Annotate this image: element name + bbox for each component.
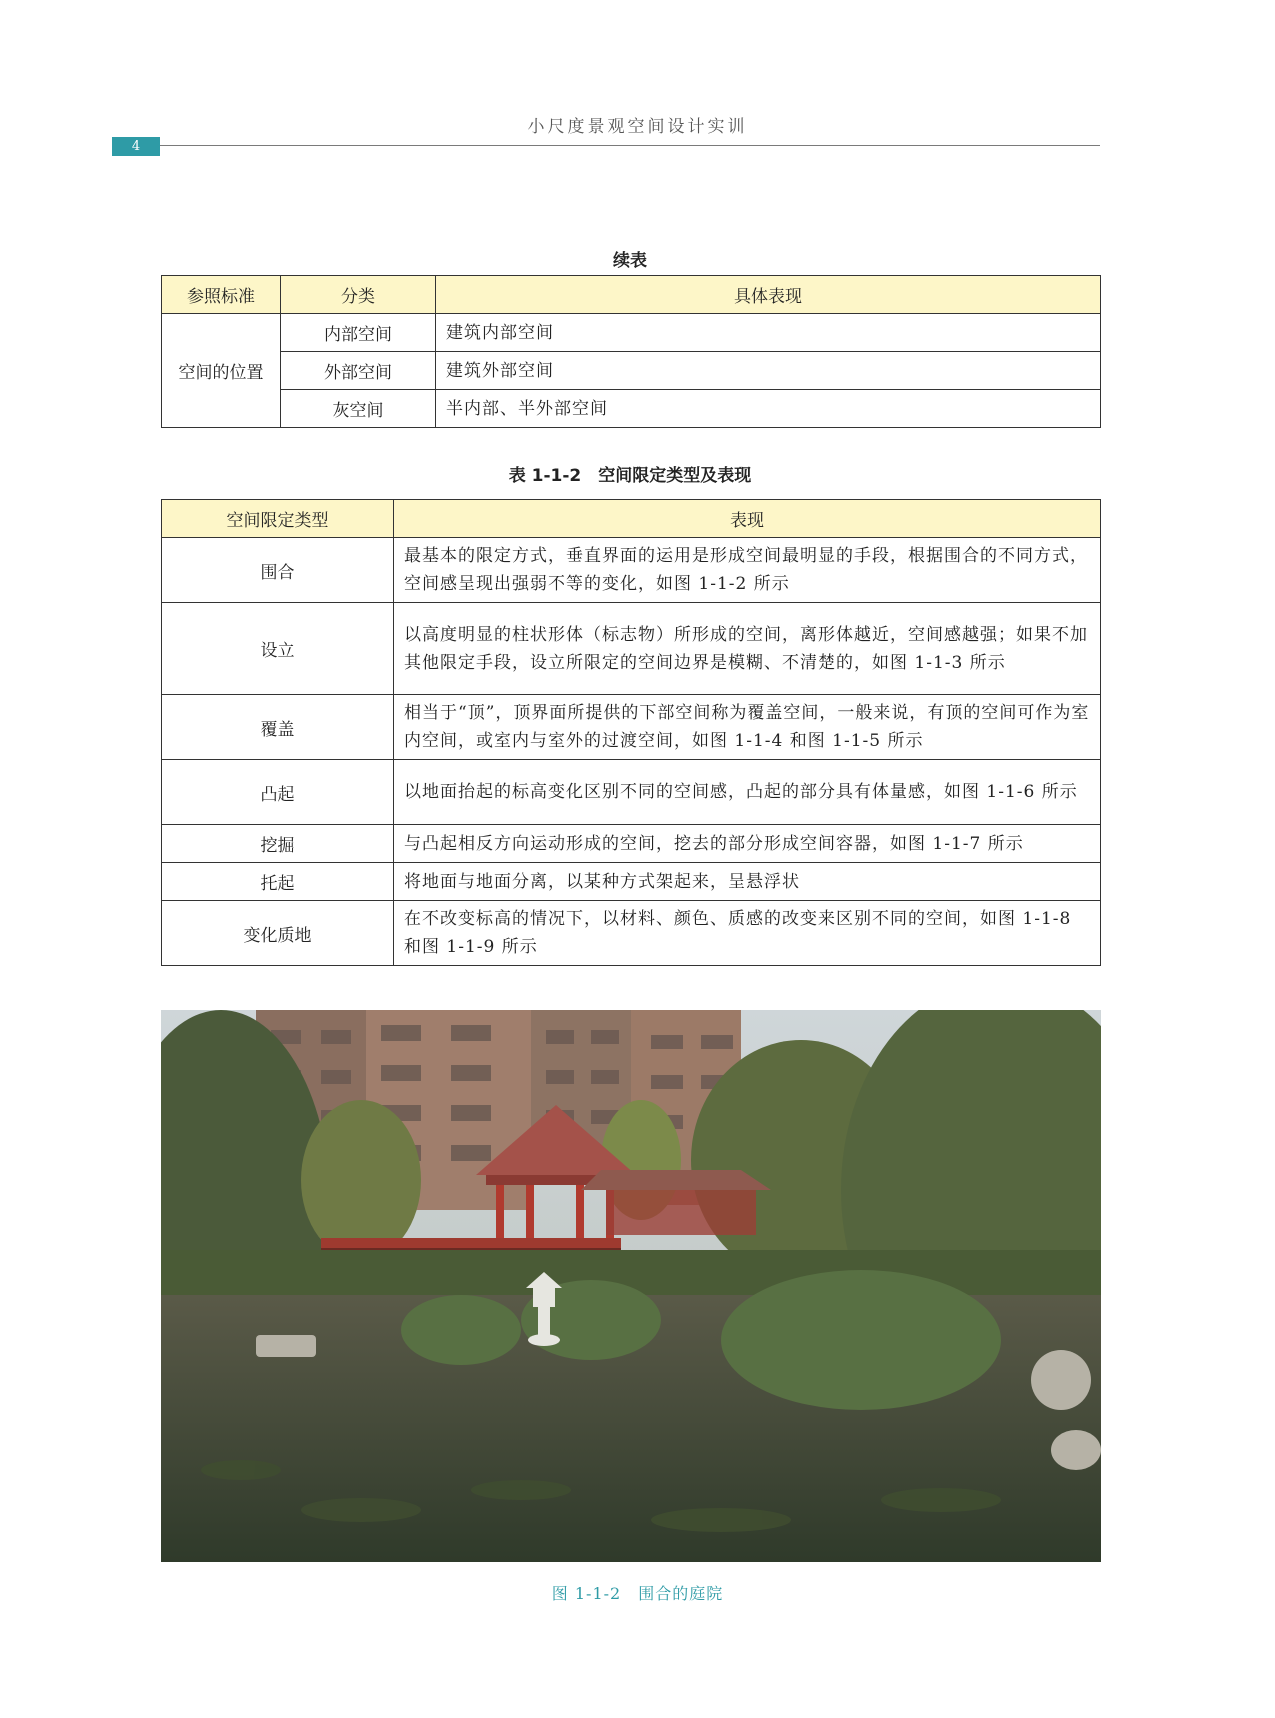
type-cell: 变化质地 — [162, 901, 394, 966]
detail-cell: 建筑内部空间 — [436, 314, 1101, 352]
table-space-position — [161, 275, 1101, 428]
type-cell: 凸起 — [162, 760, 394, 825]
desc-cell: 相当于“顶”，顶界面所提供的下部空间称为覆盖空间，一般来说，有顶的空间可作为室内空间，或室内与室外的过渡空间，如图 1-1-4 和图 1-1-5 所示 — [394, 695, 1101, 760]
type-cell: 围合 — [162, 538, 394, 603]
table-2-caption: 表 1-1-2 空间限定类型及表现 — [508, 466, 752, 486]
table-space-limitation — [161, 499, 1101, 966]
table-header-cell: 空间限定类型 — [162, 500, 394, 538]
table-header-cell: 分类 — [281, 276, 436, 314]
page-number: 4 — [112, 137, 160, 156]
type-cell: 覆盖 — [162, 695, 394, 760]
detail-cell: 建筑外部空间 — [436, 352, 1101, 390]
category-cell: 外部空间 — [281, 352, 436, 390]
table-row — [162, 603, 1101, 695]
table-row — [162, 352, 1101, 390]
table-header-row — [162, 500, 1101, 538]
group-label-cell: 空间的位置 — [162, 314, 281, 428]
type-cell: 设立 — [162, 603, 394, 695]
desc-cell: 与凸起相反方向运动形成的空间，挖去的部分形成空间容器，如图 1-1-7 所示 — [394, 825, 1101, 863]
table-row — [162, 538, 1101, 603]
table-row — [162, 695, 1101, 760]
type-cell: 托起 — [162, 863, 394, 901]
figure-caption: 图 1-1-2 围合的庭院 — [551, 1584, 724, 1603]
header-rule — [160, 145, 1100, 146]
courtyard-photo — [161, 1010, 1101, 1562]
table-header-cell: 表现 — [394, 500, 1101, 538]
type-cell: 挖掘 — [162, 825, 394, 863]
desc-cell: 以地面抬起的标高变化区别不同的空间感，凸起的部分具有体量感，如图 1-1-6 所示 — [394, 760, 1101, 825]
table-row — [162, 863, 1101, 901]
running-title: 小尺度景观空间设计实训 — [527, 117, 748, 137]
desc-cell: 以高度明显的柱状形体（标志物）所形成的空间，离形体越近，空间感越强；如果不加其他限定手段，设立所限定的空间边界是模糊、不清楚的，如图 1-1-3 所示 — [394, 603, 1101, 695]
table-row — [162, 825, 1101, 863]
category-cell: 内部空间 — [281, 314, 436, 352]
table-row — [162, 314, 1101, 352]
desc-cell: 最基本的限定方式，垂直界面的运用是形成空间最明显的手段，根据围合的不同方式，空间感呈现出强弱不等的变化，如图 1-1-2 所示 — [394, 538, 1101, 603]
desc-cell: 将地面与地面分离，以某种方式架起来，呈悬浮状 — [394, 863, 1101, 901]
table-row — [162, 390, 1101, 428]
category-cell: 灰空间 — [281, 390, 436, 428]
table-row — [162, 901, 1101, 966]
table-header-cell: 参照标准 — [162, 276, 281, 314]
table-cont-caption: 续表 — [613, 251, 647, 271]
table-header-cell: 具体表现 — [436, 276, 1101, 314]
detail-cell: 半内部、半外部空间 — [436, 390, 1101, 428]
table-row — [162, 760, 1101, 825]
table-header-row — [162, 276, 1101, 314]
desc-cell: 在不改变标高的情况下，以材料、颜色、质感的改变来区别不同的空间，如图 1-1-8 和图 1-1-9 所示 — [394, 901, 1101, 966]
